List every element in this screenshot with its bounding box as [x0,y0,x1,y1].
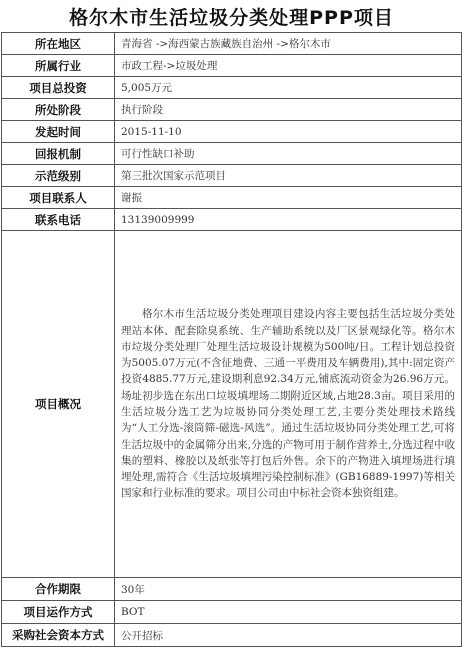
page-title: 格尔木市生活垃圾分类处理PPP项目 [69,6,394,29]
row-value: 谢振 [115,187,462,209]
row-label: 所在地区 [2,33,115,55]
table-row-start-date [2,121,462,143]
row-value: 公开招标 [115,624,462,647]
row-label: 联系电话 [2,209,115,231]
row-value: 第三批次国家示范项目 [115,165,462,187]
row-label: 示范级别 [2,165,115,187]
table-row-region [2,33,462,55]
overview-cell [115,231,462,578]
table-row-cooperation-period [2,578,462,601]
row-value: 30年 [115,578,462,601]
table-row-return-mechanism [2,143,462,165]
table-row-industry [2,55,462,77]
row-label: 发起时间 [2,121,115,143]
row-value: 可行性缺口补助 [115,143,462,165]
overview-label: 项目概况 [2,231,115,578]
table-row-demo-level [2,165,462,187]
row-label: 所属行业 [2,55,115,77]
row-label: 合作期限 [2,578,115,601]
table-row-stage [2,99,462,121]
row-label: 项目运作方式 [2,601,115,624]
row-value: 市政工程->垃圾处理 [115,55,462,77]
row-value: 13139009999 [115,209,462,231]
row-value: 执行阶段 [115,99,462,121]
row-value: BOT [115,601,462,624]
row-value: 5,005万元 [115,77,462,99]
overview-text: 格尔木市生活垃圾分类处理项目建设内容主要包括生活垃圾分类处理站本体、配套除臭系统、生产辅助系统以及厂区景观绿化等。格尔木市垃圾分类处理厂处理生活垃圾设计规模为500吨/日。工程计划总投资为5005.07万元(不含征地费、三通一平费用及车辆费用),其中:固定资产投资4885.77万元,建设期利息92.34万元,铺底流动资金为26.96万元。场址初步选在东出口垃圾填埋场二期附近区域,占地28.3亩。项目采用的生活垃圾分选工艺为垃圾协同分类处理工艺,主要分类处理技术路线为“人工分选-滚筒筛-磁选-风选”。通过生活垃圾协同分类处理工艺,可将生活垃圾中的金属筛分出来,分选的产物可用于制作营养土,分选过程中收集的塑料、橡胶以及纸张等打包后外售。余下的产物进入填埋场进行填埋处理,需符合《生活垃圾填埋污染控制标准》(GB16889-1997)等相关国家和行业标准的要求。项目公司由中标社会资本独资组建。 [121,308,455,500]
row-label: 回报机制 [2,143,115,165]
table-row-overview [2,231,462,578]
table-row-phone [2,209,462,231]
row-value: 青海省 ->海西蒙古族藏族自治州 ->格尔木市 [115,33,462,55]
row-value: 2015-11-10 [115,121,462,143]
project-info-table [1,32,462,647]
table-row-procurement-method [2,624,462,647]
row-label: 采购社会资本方式 [2,624,115,647]
row-label: 项目总投资 [2,77,115,99]
row-label: 项目联系人 [2,187,115,209]
table-row-contact-person [2,187,462,209]
table-row-operation-mode [2,601,462,624]
table-row-total-investment [2,77,462,99]
row-label: 所处阶段 [2,99,115,121]
